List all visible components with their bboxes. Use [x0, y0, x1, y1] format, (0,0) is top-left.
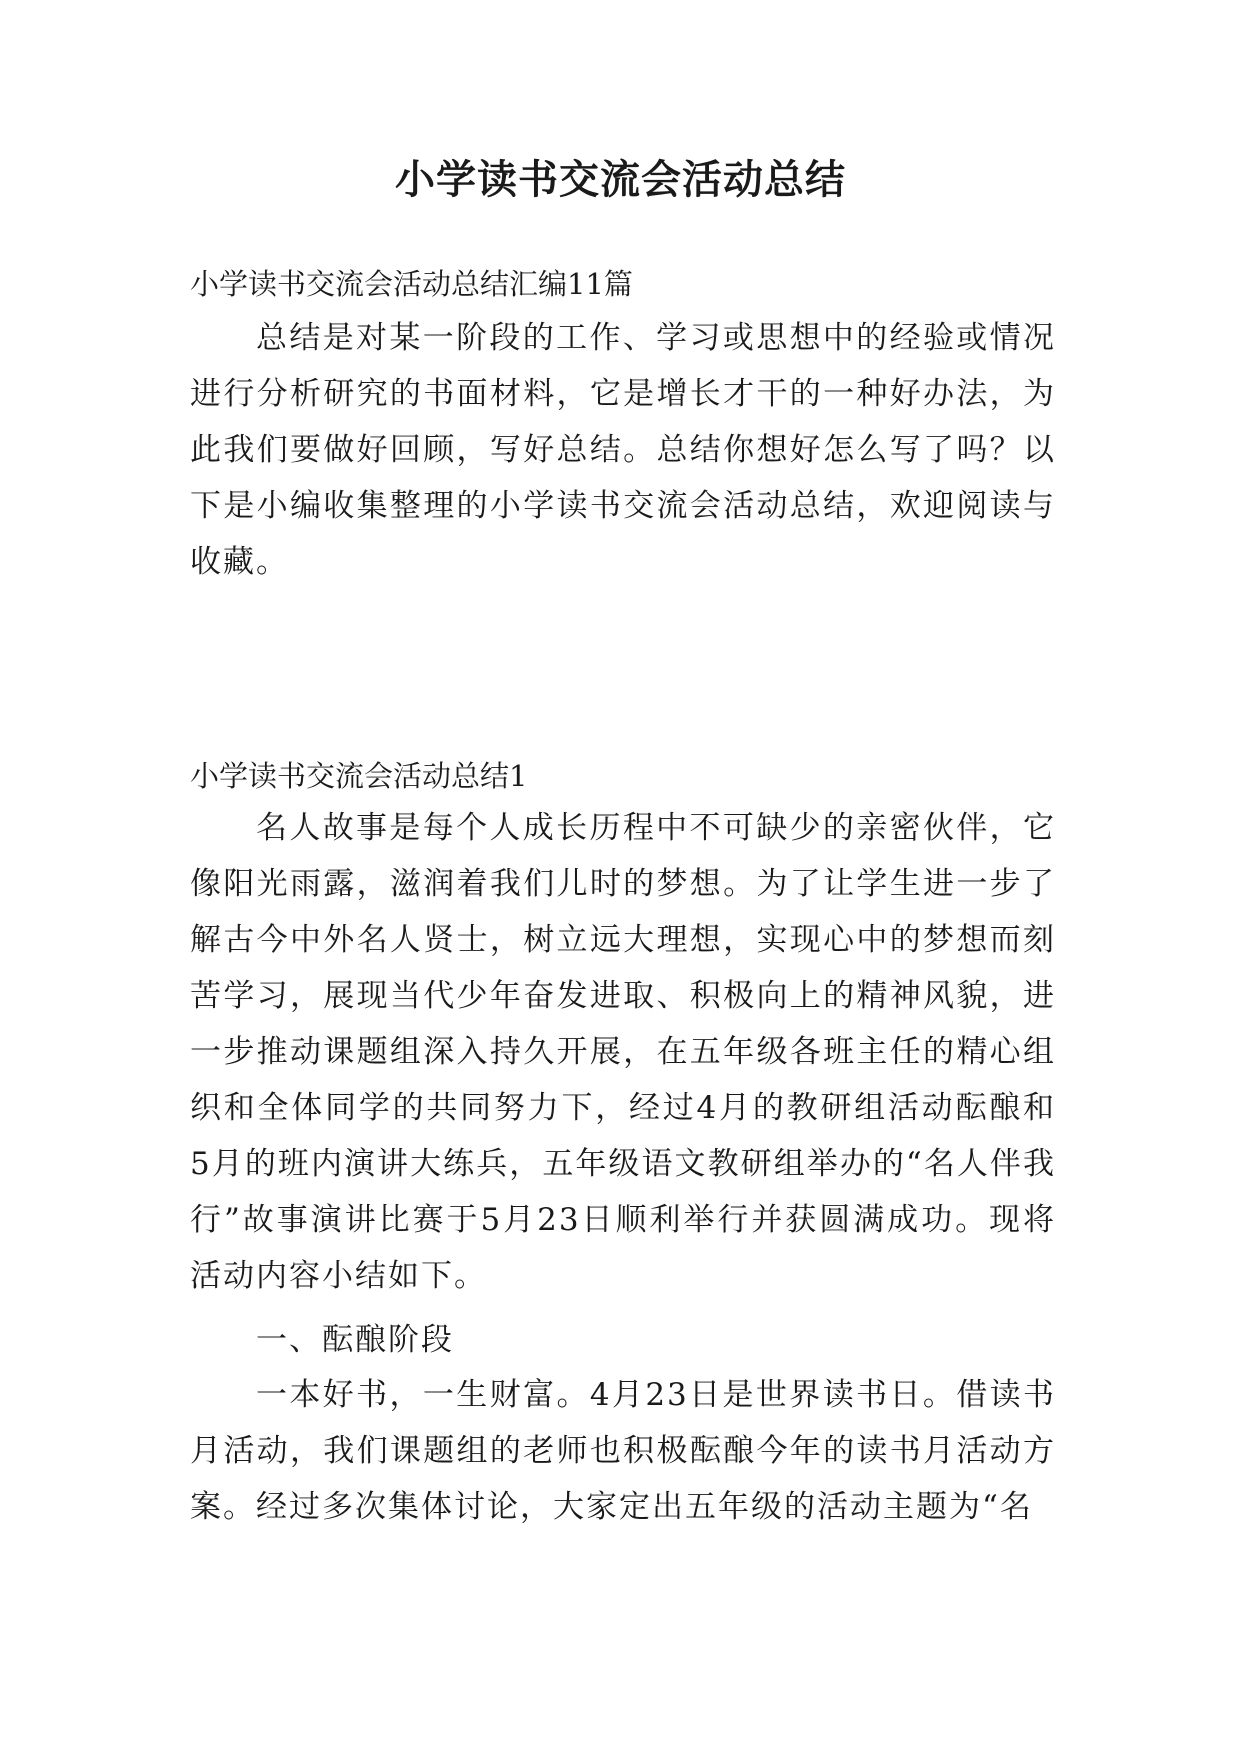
section-1-heading: 小学读书交流会活动总结1	[190, 759, 528, 793]
stage-1-paragraph: 一本好书，一生财富。4月23日是世界读书日。借读书月活动，我们课题组的老师也积极酝酿今年的读书月活动方案。经过多次集体讨论，大家定出五年级的活动主题为“名	[190, 1377, 1056, 1525]
intro-paragraph: 总结是对某一阶段的工作、学习或思想中的经验或情况进行分析研究的书面材料，它是增长才干的一种好办法，为此我们要做好回顾，写好总结。总结你想好怎么写了吗？以下是小编收集整理的小学读书交流会活动总结，欢迎阅读与收藏。	[190, 320, 1056, 580]
stage-1-heading: 一、酝酿阶段	[256, 1322, 454, 1358]
collection-heading: 小学读书交流会活动总结汇编11篇	[190, 267, 633, 301]
section-1-paragraph: 名人故事是每个人成长历程中不可缺少的亲密伙伴，它像阳光雨露，滋润着我们儿时的梦想。为了让学生进一步了解古今中外名人贤士，树立远大理想，实现心中的梦想而刻苦学习，展现当代少年奋发进取、积极向上的精神风貌，进一步推动课题组深入持久开展，在五年级各班主任的精心组织和全体同学的共同努力下，经过4月的教研组活动酝酿和5月的班内演讲大练兵，五年级语文教研组举办的“名人伴我行”故事演讲比赛于5月23日顺利举行并获圆满成功。现将活动内容小结如下。	[190, 810, 1056, 1294]
document-title: 小学读书交流会活动总结	[395, 157, 846, 203]
